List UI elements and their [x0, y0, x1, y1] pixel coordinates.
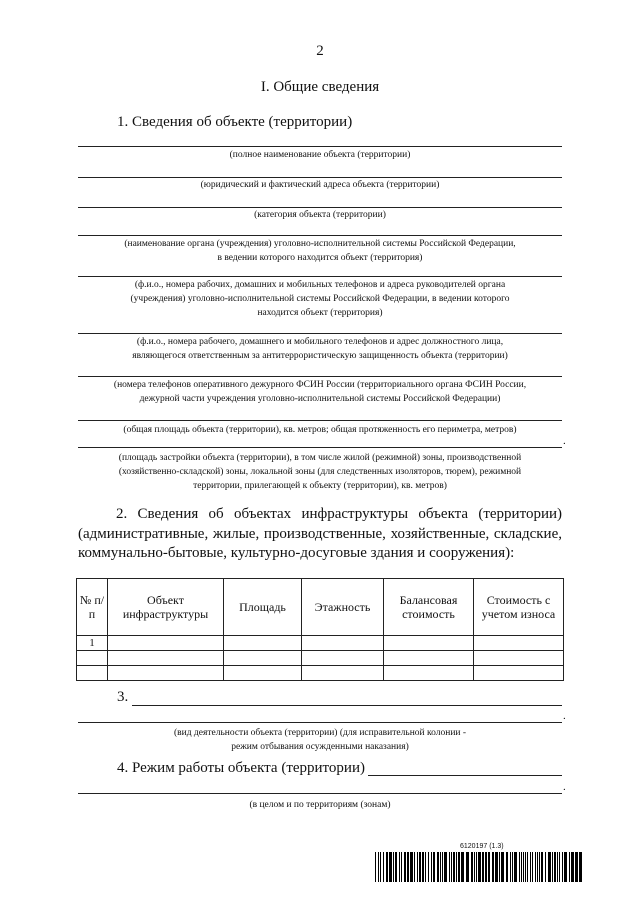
official-caption-line-1: (ф.и.о., номера рабочего, домашнего и мобильного телефонов и адрес должностного лица,	[136, 337, 504, 347]
table-row	[77, 636, 564, 651]
barcode-bar	[545, 852, 546, 882]
barcode-bar	[456, 852, 457, 882]
barcode-bar	[414, 852, 415, 882]
activity-period: .	[563, 710, 566, 722]
barcode-bar	[466, 852, 469, 882]
barcode-bar	[410, 852, 413, 882]
building-caption-line-3: территории, прилегающей к объекту (территории), кв. метров)	[193, 481, 447, 491]
table-cell[interactable]	[474, 651, 564, 666]
full-name-field-line[interactable]	[78, 146, 562, 147]
building-area-period: .	[563, 435, 566, 447]
authority-caption	[78, 237, 562, 265]
barcode-bar	[485, 852, 487, 882]
barcode-bar	[521, 852, 522, 882]
barcode-bar	[399, 852, 400, 882]
barcode-bar	[393, 852, 394, 882]
barcode-bar	[380, 852, 381, 882]
col-header-book-value: Балансовая стоимость	[384, 579, 474, 636]
barcode-bar	[523, 852, 524, 882]
building-caption-line-2: (хозяйственно-складской) зоны, локальной зоны (для следственных изоляторов, тюрем), режимной	[118, 467, 522, 477]
addresses-caption: (юридический и фактический адреса объекта (территории)	[200, 180, 440, 190]
barcode-bar	[541, 852, 543, 882]
barcode-bar	[461, 852, 464, 882]
table-row	[77, 651, 564, 666]
area-field-line[interactable]	[78, 420, 562, 421]
barcode-bar	[451, 852, 452, 882]
barcode-bar	[389, 852, 392, 882]
building-area-field-line[interactable]	[78, 447, 562, 448]
barcode-bar	[449, 852, 450, 882]
barcode-bar	[417, 852, 418, 882]
barcode-bar	[539, 852, 540, 882]
activity-field-line-2[interactable]	[78, 722, 562, 723]
table-row	[77, 666, 564, 681]
barcode-bar	[530, 852, 531, 882]
barcode-bar	[482, 852, 484, 882]
barcode-bar	[514, 852, 517, 882]
barcode-bar	[458, 852, 460, 882]
duty-phones-caption	[78, 378, 562, 406]
authority-caption-line-1: (наименование органа (учреждения) уголовно-исполнительной системы Российской Федерации,	[124, 239, 516, 249]
barcode-bar	[433, 852, 435, 882]
barcode-bar	[575, 852, 578, 882]
infrastructure-table	[76, 578, 564, 681]
barcode-bar	[537, 852, 538, 882]
barcode-bar	[453, 852, 455, 882]
subtitle: 1. Сведения об объекте (территории)	[117, 114, 353, 130]
activity-caption	[78, 726, 562, 754]
activity-caption-line-1: (вид деятельности объекта (территории) (для исправительной колонии -	[173, 728, 467, 738]
barcode-bar	[548, 852, 551, 882]
barcode-number: 6120197 (1.3)	[460, 843, 504, 850]
barcode-bar	[506, 852, 508, 882]
barcode-bar	[425, 852, 426, 882]
section-2-heading: 2. Сведения об объектах инфраструктуры объекта (территории) (административные, жилые, производственные, хозяйственные, складские, коммунально-бытовые, культурно-досуговые здания и сооружения):	[78, 506, 562, 561]
col-header-floors: Этажность	[302, 579, 384, 636]
barcode-bar	[375, 852, 376, 882]
barcode-bar	[519, 852, 520, 882]
duty-caption-line-2: дежурной части учреждения уголовно-исполнительной системы Российской Федерации)	[139, 394, 501, 404]
barcode-bar	[428, 852, 429, 882]
heads-caption	[78, 278, 562, 320]
barcode-bar	[571, 852, 574, 882]
table-cell[interactable]	[302, 636, 384, 651]
heads-caption-line-3: находится объект (территория)	[257, 308, 383, 318]
col-header-object: Объект инфраструктуры	[108, 579, 224, 636]
work-mode-caption: (в целом и по территориям (зонам)	[249, 800, 391, 810]
barcode-bar	[510, 852, 511, 882]
barcode-bar	[569, 852, 570, 882]
table-header-row	[77, 579, 564, 636]
barcode-bar	[532, 852, 533, 882]
barcode-bar	[564, 852, 567, 882]
table-cell[interactable]	[108, 651, 224, 666]
table-cell[interactable]	[384, 666, 474, 681]
barcode-bar	[552, 852, 553, 882]
barcode-bar	[431, 852, 432, 882]
table-cell[interactable]	[108, 666, 224, 681]
barcode-bar	[471, 852, 473, 882]
official-caption	[78, 335, 562, 363]
barcode-bar	[386, 852, 388, 882]
work-mode-field-line-1[interactable]	[368, 775, 562, 776]
table-cell[interactable]	[302, 666, 384, 681]
page-number: 2	[316, 43, 324, 59]
table-cell[interactable]	[77, 666, 108, 681]
work-mode-period: .	[563, 781, 566, 793]
table-cell[interactable]	[474, 666, 564, 681]
building-caption-line-1: (площадь застройки объекта (территории), в том числе жилой (режимной) зоны, производственной	[118, 453, 522, 463]
barcode-bar	[559, 852, 560, 882]
duty-caption-line-1: (номера телефонов оперативного дежурного ФСИН России (территориального органа ФСИН России,	[113, 380, 527, 390]
barcode-image	[375, 852, 585, 882]
barcode-bar	[525, 852, 526, 882]
table-cell[interactable]	[108, 636, 224, 651]
barcode-bar	[440, 852, 441, 882]
barcode-bar	[407, 852, 409, 882]
barcode-bar	[476, 852, 477, 882]
table-cell[interactable]	[224, 636, 302, 651]
heads-field-line[interactable]	[78, 276, 562, 277]
heads-caption-line-1: (ф.и.о., номера рабочих, домашних и мобильных телефонов и адреса руководителей органа	[134, 280, 506, 290]
barcode-bar	[442, 852, 443, 882]
full-name-caption: (полное наименование объекта (территории)	[229, 150, 411, 160]
area-caption: (общая площадь объекта (территории), кв. метров; общая протяженность его периметра, метров)	[123, 425, 517, 435]
table-cell[interactable]: 1	[77, 636, 108, 651]
table-cell[interactable]	[384, 651, 474, 666]
barcode-bar	[474, 852, 475, 882]
activity-caption-line-2: режим отбывания осужденными наказания)	[231, 742, 409, 752]
barcode-bar	[401, 852, 402, 882]
official-caption-line-2: являющегося ответственным за антитеррористическую защищенность объекта (территории)	[132, 351, 508, 361]
work-mode-field-line-2[interactable]	[78, 793, 562, 794]
table-cell[interactable]	[302, 651, 384, 666]
barcode-bar	[535, 852, 536, 882]
table-cell[interactable]	[224, 666, 302, 681]
barcode-bar	[527, 852, 528, 882]
barcode-bar	[499, 852, 500, 882]
barcode-bar	[422, 852, 424, 882]
barcode-bar	[495, 852, 498, 882]
section-title: I. Общие сведения	[260, 79, 380, 95]
authority-caption-line-2: в ведении которого находится объект (территория)	[217, 253, 423, 263]
item-4-label: 4. Режим работы объекта (территории)	[117, 760, 365, 776]
barcode-bar	[512, 852, 513, 882]
barcode-bar	[554, 852, 556, 882]
barcode-bar	[501, 852, 504, 882]
table-cell[interactable]	[224, 651, 302, 666]
table-cell[interactable]	[384, 636, 474, 651]
category-caption: (категория объекта (территории)	[254, 210, 386, 220]
barcode-bar	[562, 852, 563, 882]
barcode-bar	[395, 852, 397, 882]
barcode-bar	[419, 852, 421, 882]
building-area-caption	[78, 451, 562, 493]
heads-caption-line-2: (учреждения) уголовно-исполнительной системы Российской Федерации, в ведении которого	[130, 294, 510, 304]
table-cell[interactable]	[77, 651, 108, 666]
barcode-bar	[579, 852, 582, 882]
col-header-area: Площадь	[224, 579, 302, 636]
barcode-bar	[383, 852, 384, 882]
barcode-bar	[488, 852, 490, 882]
table-cell[interactable]	[474, 636, 564, 651]
barcode-bar	[437, 852, 439, 882]
barcode-bar	[378, 852, 379, 882]
item-3-label: 3.	[117, 689, 129, 705]
official-field-line[interactable]	[78, 333, 562, 334]
col-header-depreciated-value: Стоимость с учетом износа	[474, 579, 564, 636]
activity-field-line-1[interactable]	[132, 705, 562, 706]
barcode-bar	[478, 852, 481, 882]
barcode-bar	[557, 852, 558, 882]
barcode-bar	[492, 852, 494, 882]
duty-phones-field-line[interactable]	[78, 376, 562, 377]
authority-field-line[interactable]	[78, 235, 562, 236]
barcode-bar	[444, 852, 447, 882]
barcode-bar	[404, 852, 406, 882]
col-header-number: № п/п	[77, 579, 108, 636]
